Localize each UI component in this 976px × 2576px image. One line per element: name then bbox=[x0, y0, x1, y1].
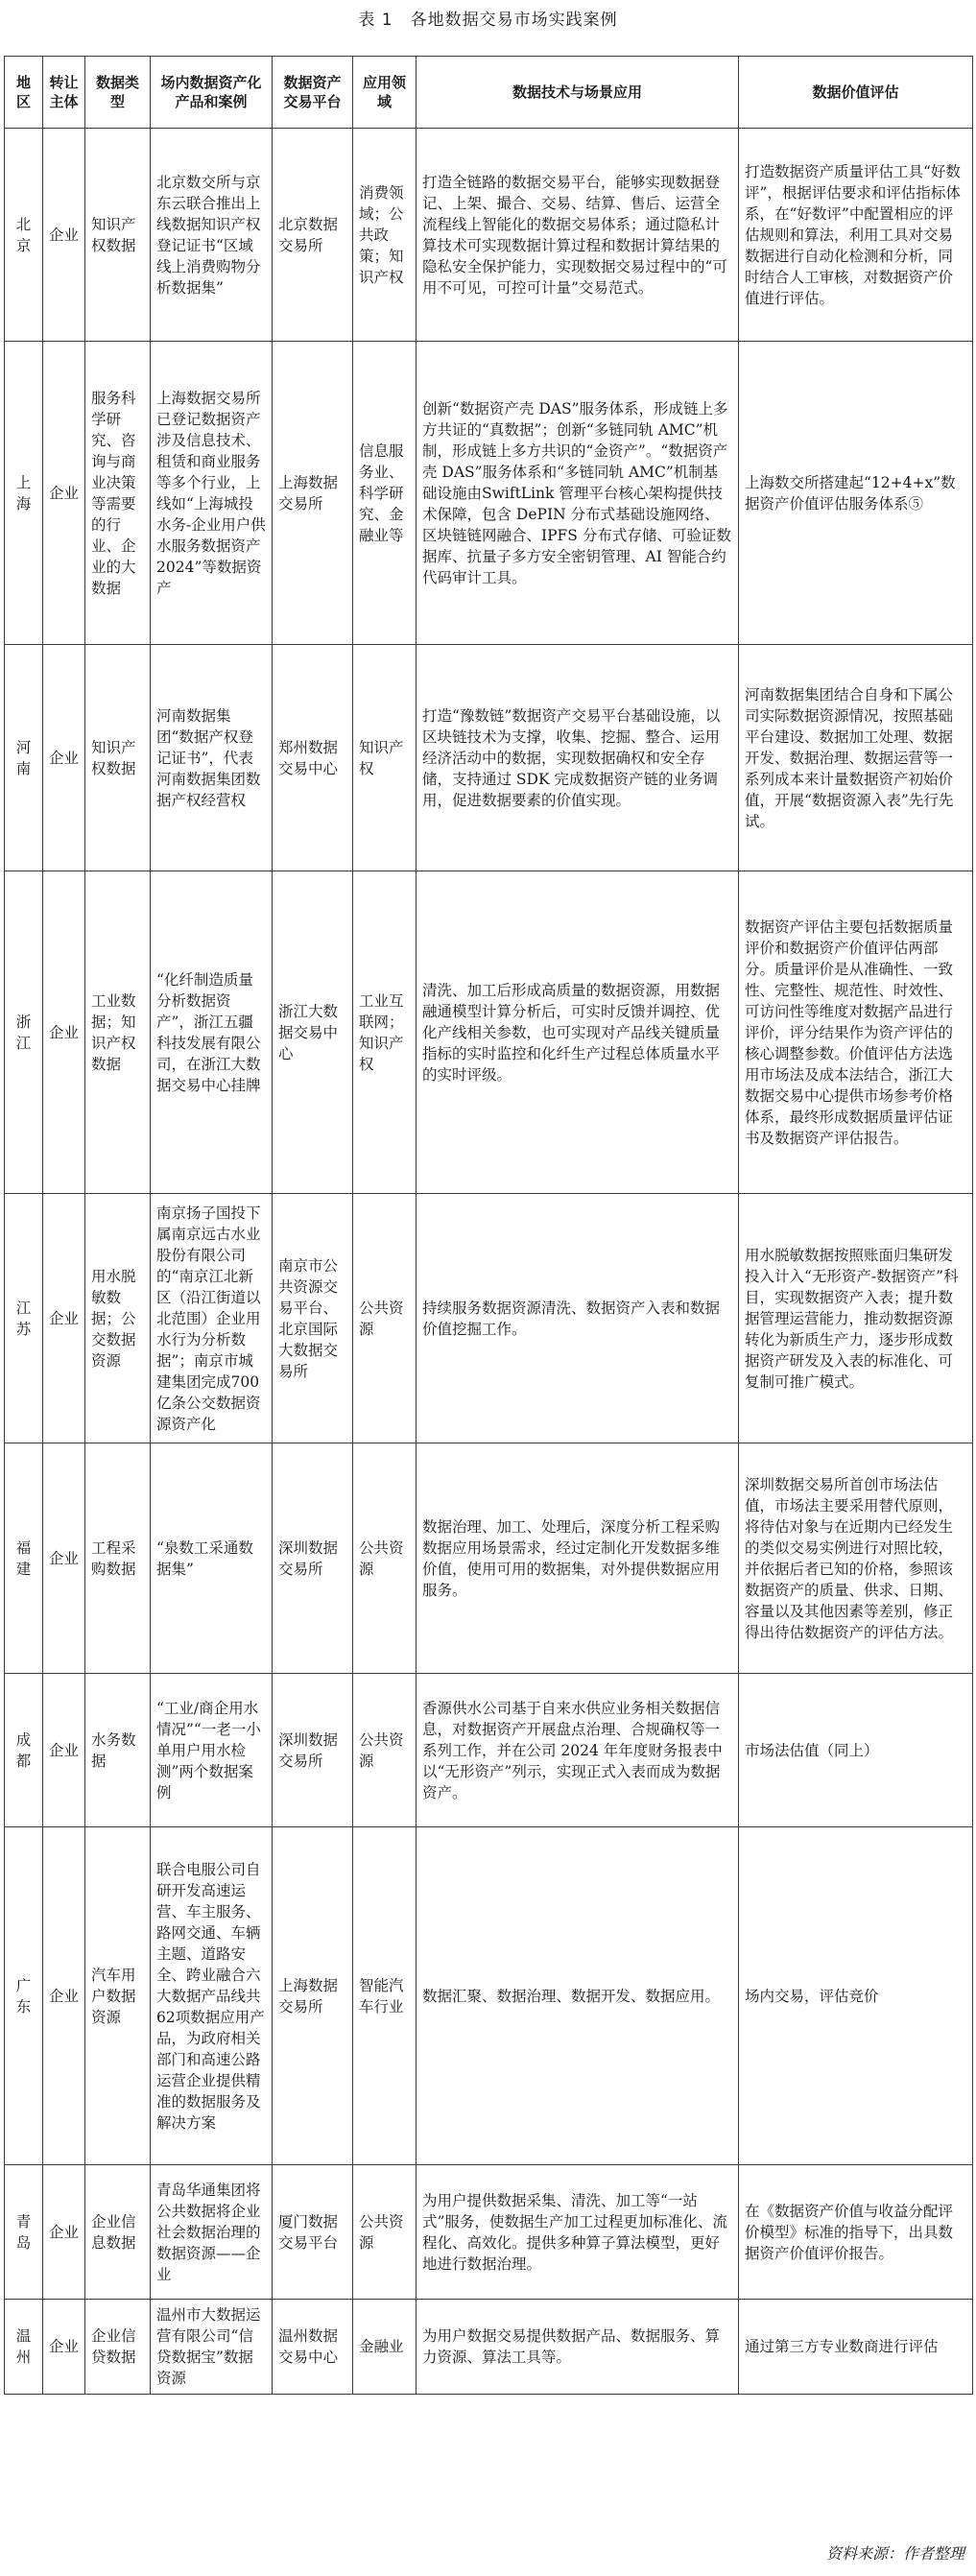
cell-field: 工业互联网；知识产权 bbox=[353, 871, 417, 1194]
header-products: 场内数据资产化产品和案例 bbox=[151, 57, 273, 129]
cell-products: “泉数工采通数据集” bbox=[151, 1443, 273, 1674]
cell-type: 水务数据 bbox=[85, 1674, 151, 1827]
cell-platform: 浙江大数据交易中心 bbox=[273, 871, 353, 1194]
cell-field: 公共资源 bbox=[353, 1674, 417, 1827]
cell-tech: 为用户提供数据采集、清洗、加工等“一站式”服务，使数据生产加工过程更加标准化、流程化、高效化。提供多种算子算法模型，更好地进行数据治理。 bbox=[417, 2165, 739, 2300]
cell-type: 企业信息数据 bbox=[85, 2165, 151, 2300]
cell-subject: 企业 bbox=[43, 1827, 85, 2165]
cell-field: 消费领域；公共政策；知识产权 bbox=[353, 129, 417, 342]
cell-products: 河南数据集团“数据产权登记证书”，代表河南数据集团数据产权经营权 bbox=[151, 645, 273, 871]
cell-tech: 打造全链路的数据交易平台，能够实现数据登记、上架、撮合、交易、结算、售后、运营全流程线上智能化的数据交易体系；通过隐私计算技术可实现数据计算过程和数据计算结果的隐私安全保护能力，实现数据交易过程中的“可用不可见，可控可计量”交易范式。 bbox=[417, 129, 739, 342]
cell-region: 上海 bbox=[5, 342, 43, 645]
cell-field: 公共资源 bbox=[353, 1443, 417, 1674]
cell-tech: 创新“数据资产壳 DAS”服务体系，形成链上多方共证的“真数据”；创新“多链同轨 AMC”机制，形成链上多方共识的“金资产”。“数据资产壳 DAS”服务体系和“多链同轨 AMC”机制基础设施由SwiftLink 管理平台核心架构提供技术保障，包含 DePIN 分布式基础设施网络、区块链链网融合、IPFS 分布式存储、可验证数据库、抗量子多方安全密钥管理、AI 智能合约代码审计工具。 bbox=[417, 342, 739, 645]
cell-region: 广东 bbox=[5, 1827, 43, 2165]
cell-products: 青岛华通集团将公共数据将企业社会数据治理的数据资源——企业 bbox=[151, 2165, 273, 2300]
cell-type: 汽车用户数据资源 bbox=[85, 1827, 151, 2165]
table-row bbox=[5, 2165, 973, 2300]
cell-value: 河南数据集团结合自身和下属公司实际数据资源情况，按照基础平台建设、数据加工处理、数据开发、数据治理、数据运营等一系列成本来计量数据资产初始价值，开展“数据资源入表”先行先试。 bbox=[739, 645, 973, 871]
cell-region: 青岛 bbox=[5, 2165, 43, 2300]
cell-platform: 上海数据交易所 bbox=[273, 342, 353, 645]
cell-field: 智能汽车行业 bbox=[353, 1827, 417, 2165]
cell-region: 北京 bbox=[5, 129, 43, 342]
table-row bbox=[5, 1827, 973, 2165]
table-row bbox=[5, 129, 973, 342]
cell-field: 知识产权 bbox=[353, 645, 417, 871]
table-row bbox=[5, 645, 973, 871]
cell-region: 成都 bbox=[5, 1674, 43, 1827]
header-tech: 数据技术与场景应用 bbox=[417, 57, 739, 129]
cell-field: 信息服务业、科学研究、金融业等 bbox=[353, 342, 417, 645]
cell-subject: 企业 bbox=[43, 1194, 85, 1443]
header-platform: 数据资产交易平台 bbox=[273, 57, 353, 129]
cell-subject: 企业 bbox=[43, 342, 85, 645]
cell-tech: 打造“豫数链”数据资产交易平台基础设施，以区块链技术为支撑，收集、挖掘、整合、运用经济活动中的数据，实现数据确权和安全存储，支持通过 SDK 完成数据资产链的业务调用，促进数据要素的价值实现。 bbox=[417, 645, 739, 871]
cell-products: “工业/商企用水情况”“一老一小单用户用水检测”两个数据案例 bbox=[151, 1674, 273, 1827]
cell-region: 河南 bbox=[5, 645, 43, 871]
cell-products: 北京数交所与京东云联合推出上线数据知识产权登记证书“区域线上消费购物分析数据集” bbox=[151, 129, 273, 342]
table-row bbox=[5, 1674, 973, 1827]
cell-type: 知识产权数据 bbox=[85, 645, 151, 871]
cell-tech: 清洗、加工后形成高质量的数据资源，用数据融通模型计算分析后，可实时反馈并调控、优化产线相关参数，也可实现对产品线关键质量指标的实时监控和化纤生产过程总体质量水平的实时评级。 bbox=[417, 871, 739, 1194]
cell-subject: 企业 bbox=[43, 1443, 85, 1674]
header-value: 数据价值评估 bbox=[739, 57, 973, 129]
cell-field: 公共资源 bbox=[353, 2165, 417, 2300]
source-note: 资料来源：作者整理 bbox=[825, 2544, 964, 2563]
cell-platform: 北京数据交易所 bbox=[273, 129, 353, 342]
table-header-row bbox=[5, 57, 973, 129]
cell-value: 在《数据资产价值与收益分配评价模型》标准的指导下，出具数据资产价值评价报告。 bbox=[739, 2165, 973, 2300]
cell-value: 场内交易，评估竞价 bbox=[739, 1827, 973, 2165]
cell-value: 通过第三方专业数商进行评估 bbox=[739, 2300, 973, 2395]
cell-products: 南京扬子国投下属南京远古水业股份有限公司的“南京江北新区（沿江街道以北范围）企业用水行为分析数据”；南京市城建集团完成700亿条公交数据资源资产化 bbox=[151, 1194, 273, 1443]
table-caption: 表 1 各地数据交易市场实践案例 bbox=[358, 11, 618, 30]
cell-platform: 温州数据交易中心 bbox=[273, 2300, 353, 2395]
cell-type: 工程采购数据 bbox=[85, 1443, 151, 1674]
cell-type: 用水脱敏数据；公交数据资源 bbox=[85, 1194, 151, 1443]
table-row bbox=[5, 1194, 973, 1443]
cell-platform: 深圳数据交易所 bbox=[273, 1674, 353, 1827]
cell-products: “化纤制造质量分析数据资产”，浙江五疆科技发展有限公司，在浙江大数据交易中心挂牌 bbox=[151, 871, 273, 1194]
table-row bbox=[5, 1443, 973, 1674]
cell-platform: 深圳数据交易所 bbox=[273, 1443, 353, 1674]
table-row bbox=[5, 2300, 973, 2395]
cell-type: 知识产权数据 bbox=[85, 129, 151, 342]
cell-value: 上海数交所搭建起“12+4+x”数据资产价值评估服务体系⑤ bbox=[739, 342, 973, 645]
cell-region: 福建 bbox=[5, 1443, 43, 1674]
table-row bbox=[5, 342, 973, 645]
market-practice-table bbox=[4, 56, 973, 2395]
cell-subject: 企业 bbox=[43, 871, 85, 1194]
cell-subject: 企业 bbox=[43, 1674, 85, 1827]
header-region: 地区 bbox=[5, 57, 43, 129]
header-field: 应用领域 bbox=[353, 57, 417, 129]
cell-tech: 数据汇聚、数据治理、数据开发、数据应用。 bbox=[417, 1827, 739, 2165]
cell-subject: 企业 bbox=[43, 645, 85, 871]
cell-value: 打造数据资产质量评估工具“好数评”，根据评估要求和评估指标体系，在“好数评”中配置相应的评估规则和算法，利用工具对交易数据进行自动化检测和分析，同时结合人工审核，对数据资产价值进行评估。 bbox=[739, 129, 973, 342]
cell-subject: 企业 bbox=[43, 2165, 85, 2300]
cell-platform: 上海数据交易所 bbox=[273, 1827, 353, 2165]
cell-type: 企业信贷数据 bbox=[85, 2300, 151, 2395]
table-body bbox=[5, 129, 973, 2395]
cell-region: 江苏 bbox=[5, 1194, 43, 1443]
cell-subject: 企业 bbox=[43, 2300, 85, 2395]
cell-platform: 厦门数据交易平台 bbox=[273, 2165, 353, 2300]
cell-products: 温州市大数据运营有限公司“信贷数据宝”数据资源 bbox=[151, 2300, 273, 2395]
cell-tech: 数据治理、加工、处理后，深度分析工程采购数据应用场景需求，经过定制化开发数据多维价值，使用可用的数据集，对外提供数据应用服务。 bbox=[417, 1443, 739, 1674]
cell-value: 用水脱敏数据按照账面归集研发投入计入“无形资产-数据资产”科目，实现数据资产入表；提升数据管理运营能力，推动数据资源转化为新质生产力，逐步形成数据资产研发及入表的标准化、可复制可推广模式。 bbox=[739, 1194, 973, 1443]
cell-platform: 郑州数据交易中心 bbox=[273, 645, 353, 871]
cell-subject: 企业 bbox=[43, 129, 85, 342]
cell-platform: 南京市公共资源交易平台、北京国际大数据交易所 bbox=[273, 1194, 353, 1443]
cell-value: 数据资产评估主要包括数据质量评价和数据资产价值评估两部分。质量评价是从准确性、一致性、完整性、规范性、时效性、可访问性等维度对数据产品进行评价，评分结果作为资产评估的核心调整参数。价值评估方法选用市场法及成本法结合，浙江大数据交易中心提供市场参考价格体系，最终形成数据质量评估证书及数据资产评估报告。 bbox=[739, 871, 973, 1194]
cell-products: 联合电服公司自研开发高速运营、车主服务、路网交通、车辆主题、道路安全、跨业融合六大数据产品线共62项数据应用产品，为政府相关部门和高速公路运营企业提供精准的数据服务及解决方案 bbox=[151, 1827, 273, 2165]
cell-tech: 持续服务数据资源清洗、数据资产入表和数据价值挖掘工作。 bbox=[417, 1194, 739, 1443]
header-type: 数据类型 bbox=[85, 57, 151, 129]
header-subject: 转让主体 bbox=[43, 57, 85, 129]
cell-products: 上海数据交易所已登记数据资产涉及信息技术、租赁和商业服务等多个行业，上线如“上海城投水务-企业用户供水服务数据资产2024”等数据资产 bbox=[151, 342, 273, 645]
cell-type: 工业数据；知识产权数据 bbox=[85, 871, 151, 1194]
cell-field: 金融业 bbox=[353, 2300, 417, 2395]
cell-value: 深圳数据交易所首创市场法估值，市场法主要采用替代原则，将待估对象与在近期内已经发生的类似交易实例进行对照比较，并依据后者已知的价格，参照该数据资产的质量、供求、日期、容量以及其他因素等差别，修正得出待估数据资产的评估方法。 bbox=[739, 1443, 973, 1674]
cell-region: 温州 bbox=[5, 2300, 43, 2395]
table-row bbox=[5, 871, 973, 1194]
cell-field: 公共资源 bbox=[353, 1194, 417, 1443]
cell-region: 浙江 bbox=[5, 871, 43, 1194]
cell-type: 服务科学研究、咨询与商业决策等需要的行业、企业的大数据 bbox=[85, 342, 151, 645]
cell-tech: 为用户数据交易提供数据产品、数据服务、算力资源、算法工具等。 bbox=[417, 2300, 739, 2395]
cell-tech: 香源供水公司基于自来水供应业务相关数据信息，对数据资产开展盘点治理、合规确权等一系列工作，并在公司 2024 年年度财务报表中以“无形资产”列示，实现正式入表而成为数据资产。 bbox=[417, 1674, 739, 1827]
cell-value: 市场法估值（同上） bbox=[739, 1674, 973, 1827]
